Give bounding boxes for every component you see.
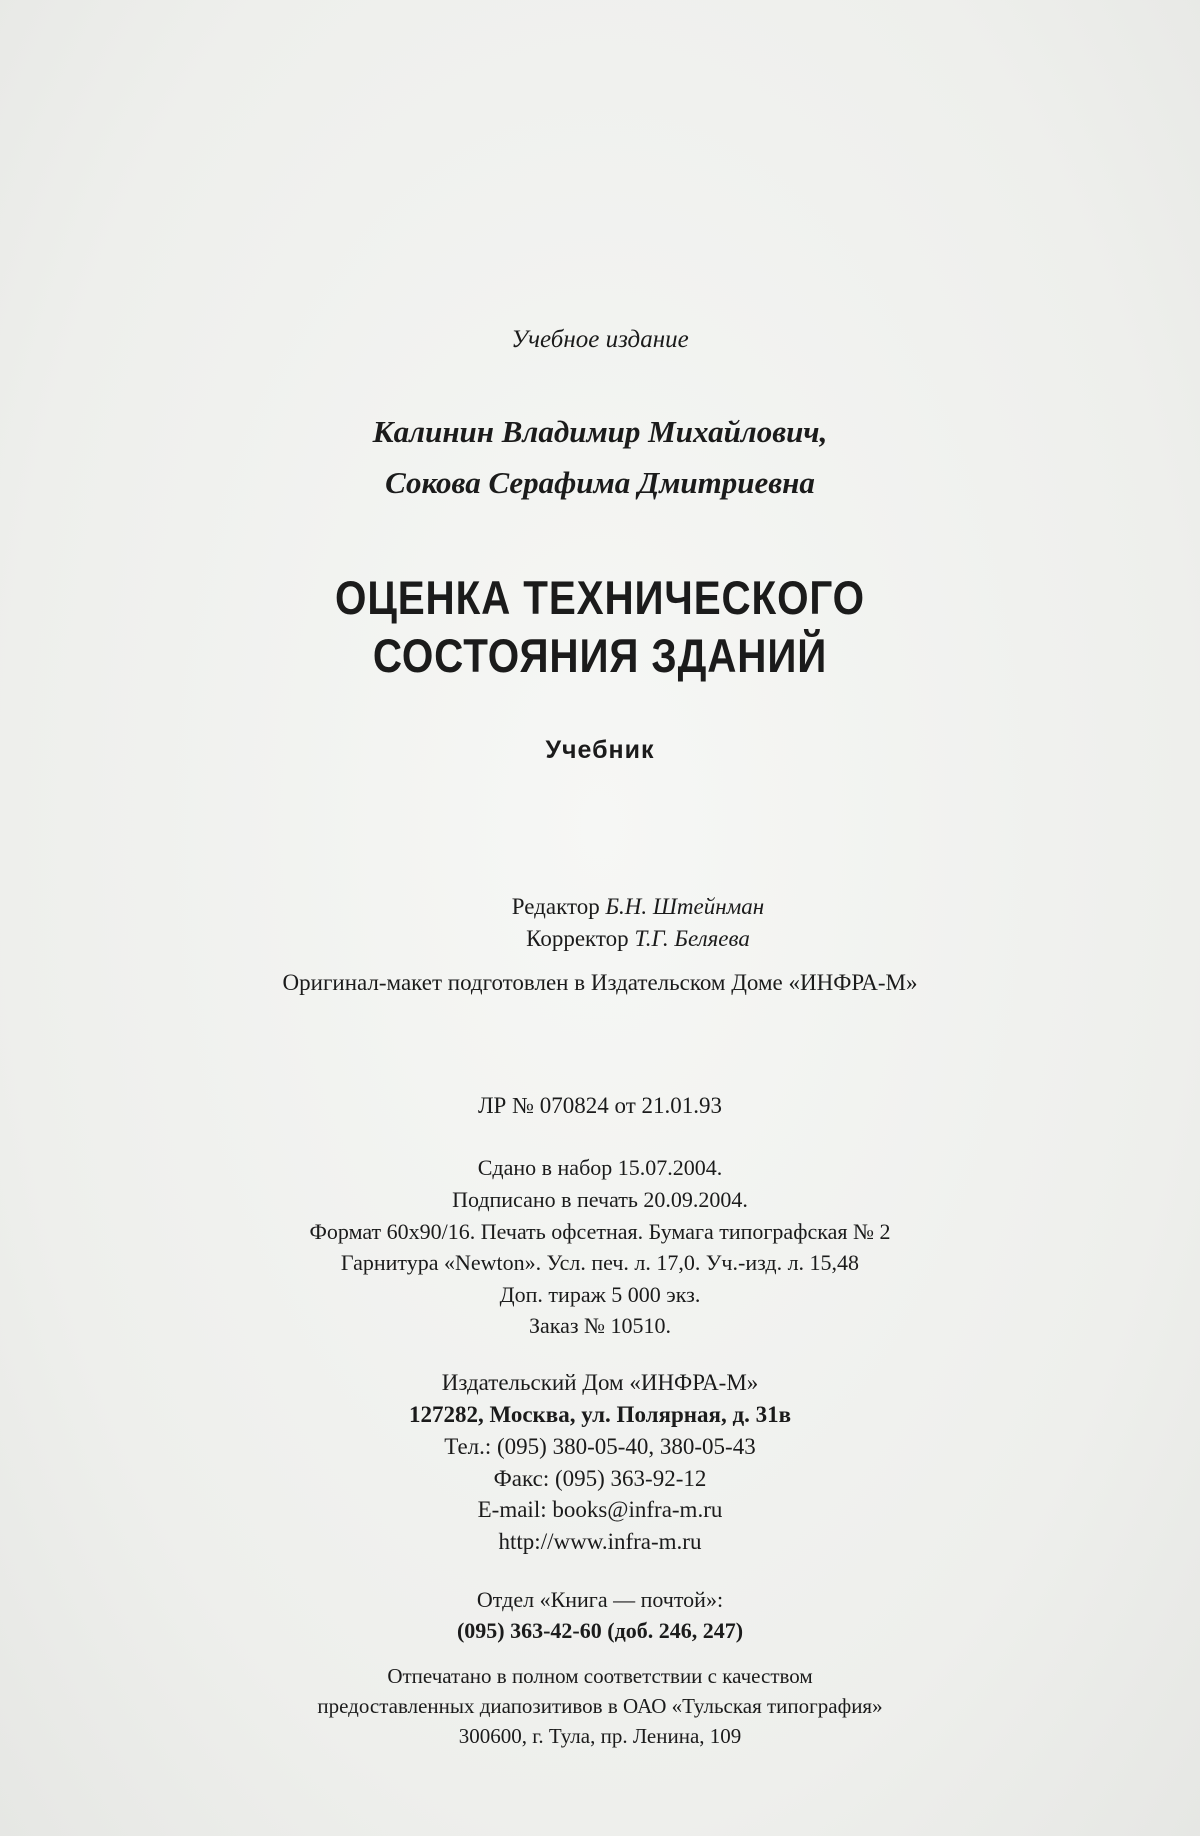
publisher-address: 127282, Москва, ул. Полярная, д. 31в <box>408 1402 792 1427</box>
author-2: Сокова Серафима Дмитриевна <box>385 465 815 500</box>
editor-credit <box>38 894 1200 920</box>
print-detail-format: Формат 60х90/16. Печать офсетная. Бумага типографская № 2 <box>309 1219 891 1244</box>
print-detail-run: Доп. тираж 5 000 экз. <box>499 1282 701 1307</box>
publisher-name: Издательский Дом «ИНФРА-М» <box>441 1370 759 1395</box>
book-title-line-1: ОЦЕНКА ТЕХНИЧЕСКОГО <box>335 571 865 624</box>
printer-note-line-2: предоставленных диапозитивов в ОАО «Тульская типография» <box>317 1694 883 1718</box>
publisher-phone: Тел.: (095) 380-05-40, 380-05-43 <box>444 1434 756 1459</box>
publisher-fax: Факс: (095) 363-92-12 <box>493 1466 707 1491</box>
print-detail-typeset-date: Сдано в набор 15.07.2004. <box>477 1155 723 1180</box>
editor-name: Б.Н. Штейнман <box>605 894 765 919</box>
book-title-line-2: СОСТОЯНИЯ ЗДАНИЙ <box>372 629 828 682</box>
publisher-email: E-mail: books@infra-m.ru <box>477 1497 723 1522</box>
mail-order-phone: (095) 363-42-60 (доб. 246, 247) <box>456 1618 744 1643</box>
layout-note: Оригинал-макет подготовлен в Издательском Доме «ИНФРА-М» <box>282 970 918 995</box>
print-detail-signed-date: Подписано в печать 20.09.2004. <box>452 1187 748 1212</box>
book-subtitle: Учебник <box>545 736 655 764</box>
printer-note-line-1: Отпечатано в полном соответствии с качеством <box>387 1664 813 1688</box>
mail-order-department: Отдел «Книга — почтой»: <box>476 1587 724 1612</box>
printer-address: 300600, г. Тула, пр. Ленина, 109 <box>458 1724 742 1748</box>
corrector-name: Т.Г. Беляева <box>634 926 750 951</box>
corrector-label: Корректор <box>526 926 629 951</box>
author-1: Калинин Владимир Михайлович, <box>372 414 828 449</box>
print-detail-order: Заказ № 10510. <box>528 1313 672 1338</box>
editor-label: Редактор <box>511 894 600 919</box>
publisher-website: http://www.infra-m.ru <box>498 1529 702 1554</box>
corrector-credit <box>38 926 1200 952</box>
license-number: ЛР № 070824 от 21.01.93 <box>477 1093 723 1118</box>
print-detail-typeface: Гарнитура «Newton». Усл. печ. л. 17,0. Уч.-изд. л. 15,48 <box>340 1250 860 1275</box>
edition-type: Учебное издание <box>511 326 689 353</box>
